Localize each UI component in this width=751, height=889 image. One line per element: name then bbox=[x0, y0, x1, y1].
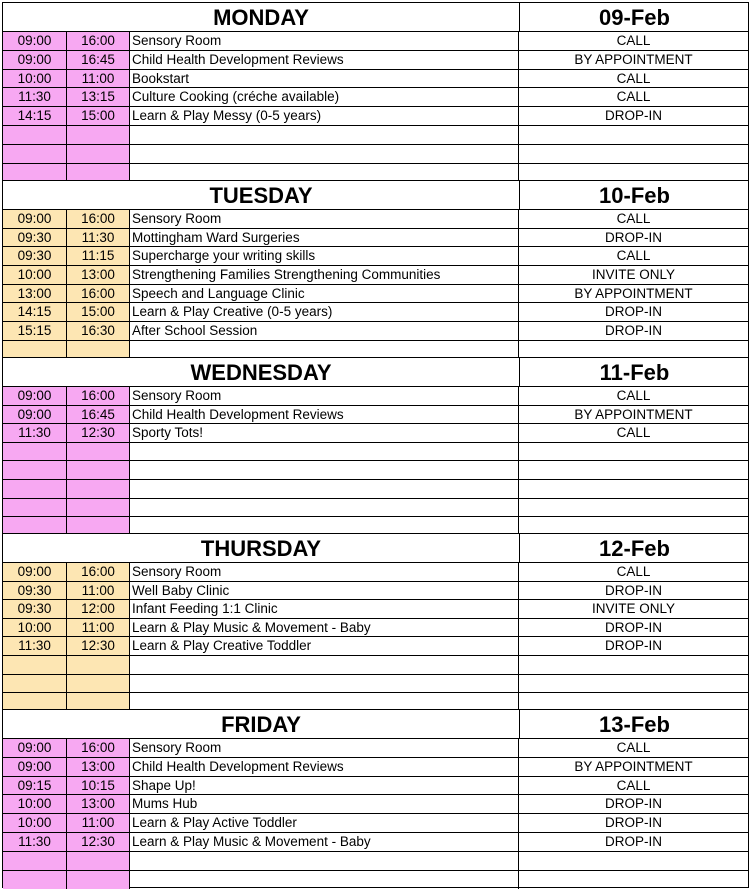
day-section-friday bbox=[2, 709, 749, 888]
booking-type-cell: CALL bbox=[616, 564, 651, 579]
end-time-cell bbox=[67, 675, 130, 693]
day-name: FRIDAY bbox=[221, 712, 301, 737]
activity-cell: Sensory Room bbox=[130, 210, 519, 228]
day-name: THURSDAY bbox=[200, 536, 322, 561]
booking-type-cell bbox=[519, 443, 748, 461]
end-time-cell: 12:30 bbox=[67, 637, 130, 655]
booking-type-cell: CALL bbox=[616, 211, 651, 226]
start-time-cell: 11:30 bbox=[3, 637, 67, 655]
start-time-cell: 10:00 bbox=[3, 70, 67, 88]
activity-cell: Learn & Play Active Toddler bbox=[130, 814, 519, 832]
booking-type-cell bbox=[519, 499, 748, 517]
start-time-cell: 15:15 bbox=[3, 322, 67, 340]
day-header bbox=[3, 3, 748, 32]
end-time-cell: 12:30 bbox=[67, 424, 130, 442]
day-header bbox=[3, 710, 748, 739]
activity-cell: Mottingham Ward Surgeries bbox=[130, 229, 519, 247]
day-name: TUESDAY bbox=[209, 183, 313, 208]
booking-type-cell: DROP-IN bbox=[605, 815, 662, 831]
end-time-cell: 16:00 bbox=[67, 32, 130, 50]
table-row bbox=[3, 461, 748, 480]
start-time-cell: 10:00 bbox=[3, 814, 67, 832]
start-time-cell bbox=[3, 145, 67, 163]
table-row bbox=[3, 247, 748, 266]
day-name: WEDNESDAY bbox=[190, 360, 332, 385]
activity-cell: Learn & Play Messy (0-5 years) bbox=[130, 107, 519, 125]
booking-type-cell: DROP-IN bbox=[605, 229, 662, 245]
end-time-cell: 16:00 bbox=[67, 285, 130, 303]
table-row bbox=[3, 852, 748, 871]
start-time-cell: 14:15 bbox=[3, 107, 67, 125]
table-row bbox=[3, 424, 748, 443]
activity-cell: Sensory Room bbox=[130, 387, 519, 405]
table-row bbox=[3, 563, 748, 582]
start-time-cell: 09:00 bbox=[3, 739, 67, 757]
day-header bbox=[3, 181, 748, 210]
activity-cell: Culture Cooking (créche available) bbox=[130, 88, 519, 106]
booking-type-cell: CALL bbox=[616, 425, 651, 441]
table-row bbox=[3, 739, 748, 758]
start-time-cell: 09:15 bbox=[3, 777, 67, 795]
booking-type-cell: DROP-IN bbox=[605, 833, 662, 849]
activity-cell: Strengthening Families Strengthening Communities bbox=[130, 266, 519, 284]
table-row bbox=[3, 637, 748, 656]
booking-type-cell: CALL bbox=[616, 740, 651, 755]
end-time-cell: 12:00 bbox=[67, 600, 130, 618]
end-time-cell bbox=[67, 461, 130, 479]
start-time-cell: 11:30 bbox=[3, 88, 67, 106]
start-time-cell bbox=[3, 480, 67, 498]
table-row bbox=[3, 814, 748, 833]
booking-type-cell: DROP-IN bbox=[605, 323, 662, 339]
table-row bbox=[3, 480, 748, 499]
table-row bbox=[3, 600, 748, 619]
end-time-cell: 11:00 bbox=[67, 582, 130, 600]
booking-type-cell: INVITE ONLY bbox=[591, 601, 676, 617]
table-row bbox=[3, 619, 748, 638]
end-time-cell: 16:00 bbox=[67, 387, 130, 405]
end-time-cell: 11:00 bbox=[67, 619, 130, 637]
day-section-wednesday bbox=[2, 357, 749, 534]
start-time-cell: 10:00 bbox=[3, 795, 67, 813]
start-time-cell: 09:30 bbox=[3, 247, 67, 265]
start-time-cell: 09:00 bbox=[3, 758, 67, 776]
end-time-cell: 13:00 bbox=[67, 795, 130, 813]
booking-type-cell bbox=[519, 461, 748, 479]
start-time-cell: 11:30 bbox=[3, 833, 67, 851]
activity-cell bbox=[130, 871, 519, 889]
table-row bbox=[3, 322, 748, 341]
end-time-cell: 16:45 bbox=[67, 406, 130, 424]
start-time-cell: 09:00 bbox=[3, 387, 67, 405]
table-row bbox=[3, 499, 748, 518]
end-time-cell: 10:15 bbox=[67, 777, 130, 795]
activity-cell: Child Health Development Reviews bbox=[130, 758, 519, 776]
end-time-cell: 16:30 bbox=[67, 322, 130, 340]
booking-type-cell: DROP-IN bbox=[605, 796, 662, 812]
table-row bbox=[3, 777, 748, 796]
start-time-cell bbox=[3, 871, 67, 889]
activity-cell: Mums Hub bbox=[130, 795, 519, 813]
table-row bbox=[3, 266, 748, 285]
activity-cell: Sporty Tots! bbox=[130, 424, 519, 442]
table-row bbox=[3, 758, 748, 777]
activity-cell: After School Session bbox=[130, 322, 519, 340]
start-time-cell: 11:30 bbox=[3, 424, 67, 442]
start-time-cell: 09:30 bbox=[3, 229, 67, 247]
day-header bbox=[3, 358, 748, 387]
end-time-cell: 13:15 bbox=[67, 88, 130, 106]
table-row bbox=[3, 126, 748, 145]
start-time-cell bbox=[3, 443, 67, 461]
booking-type-cell: BY APPOINTMENT bbox=[574, 51, 693, 67]
booking-type-cell bbox=[519, 480, 748, 498]
start-time-cell: 09:30 bbox=[3, 582, 67, 600]
day-date: 13-Feb bbox=[519, 710, 749, 738]
table-row bbox=[3, 656, 748, 675]
day-name: MONDAY bbox=[213, 5, 309, 30]
table-row bbox=[3, 32, 748, 51]
end-time-cell: 13:00 bbox=[67, 758, 130, 776]
activity-cell: Child Health Development Reviews bbox=[130, 51, 519, 69]
activity-cell bbox=[130, 675, 519, 693]
booking-type-cell: CALL bbox=[616, 777, 651, 793]
start-time-cell: 09:00 bbox=[3, 210, 67, 228]
activity-cell: Sensory Room bbox=[130, 563, 519, 581]
start-time-cell: 09:00 bbox=[3, 32, 67, 50]
booking-type-cell: DROP-IN bbox=[605, 638, 662, 654]
activity-cell: Learn & Play Music & Movement - Baby bbox=[130, 619, 519, 637]
day-section-monday bbox=[2, 2, 749, 182]
table-row bbox=[3, 145, 748, 164]
activity-cell: Learn & Play Music & Movement - Baby bbox=[130, 833, 519, 851]
booking-type-cell bbox=[519, 675, 748, 693]
table-row bbox=[3, 582, 748, 601]
table-row bbox=[3, 210, 748, 229]
booking-type-cell: DROP-IN bbox=[605, 304, 662, 320]
table-row bbox=[3, 871, 748, 889]
activity-cell bbox=[130, 852, 519, 870]
booking-type-cell bbox=[519, 871, 748, 889]
end-time-cell: 16:00 bbox=[67, 210, 130, 228]
booking-type-cell bbox=[519, 145, 748, 163]
activity-cell: Infant Feeding 1:1 Clinic bbox=[130, 600, 519, 618]
activity-cell: Supercharge your writing skills bbox=[130, 247, 519, 265]
end-time-cell: 16:00 bbox=[67, 739, 130, 757]
end-time-cell: 11:00 bbox=[67, 70, 130, 88]
day-date: 10-Feb bbox=[519, 181, 749, 209]
end-time-cell: 13:00 bbox=[67, 266, 130, 284]
activity-cell bbox=[130, 461, 519, 479]
end-time-cell: 12:30 bbox=[67, 833, 130, 851]
activity-cell: Learn & Play Creative Toddler bbox=[130, 637, 519, 655]
booking-type-cell: INVITE ONLY bbox=[591, 267, 676, 283]
booking-type-cell: BY APPOINTMENT bbox=[574, 285, 693, 301]
table-row bbox=[3, 285, 748, 304]
start-time-cell: 14:15 bbox=[3, 303, 67, 321]
table-row bbox=[3, 795, 748, 814]
end-time-cell: 16:00 bbox=[67, 563, 130, 581]
activity-cell: Well Baby Clinic bbox=[130, 582, 519, 600]
table-row bbox=[3, 833, 748, 852]
start-time-cell bbox=[3, 499, 67, 517]
day-section-tuesday bbox=[2, 180, 749, 358]
activity-cell: Shape Up! bbox=[130, 777, 519, 795]
table-row bbox=[3, 406, 748, 425]
booking-type-cell: CALL bbox=[616, 248, 651, 264]
end-time-cell bbox=[67, 871, 130, 889]
activity-cell: Speech and Language Clinic bbox=[130, 285, 519, 303]
end-time-cell: 11:30 bbox=[67, 229, 130, 247]
booking-type-cell: BY APPOINTMENT bbox=[574, 758, 693, 774]
table-row bbox=[3, 443, 748, 462]
booking-type-cell: CALL bbox=[616, 388, 651, 403]
start-time-cell bbox=[3, 656, 67, 674]
day-date: 11-Feb bbox=[519, 358, 749, 386]
activity-cell bbox=[130, 126, 519, 144]
table-row bbox=[3, 229, 748, 248]
booking-type-cell: CALL bbox=[616, 33, 651, 48]
activity-cell bbox=[130, 145, 519, 163]
booking-type-cell bbox=[519, 852, 748, 870]
start-time-cell bbox=[3, 852, 67, 870]
activity-cell bbox=[130, 499, 519, 517]
start-time-cell: 09:30 bbox=[3, 600, 67, 618]
day-date: 12-Feb bbox=[519, 534, 749, 562]
day-section-thursday bbox=[2, 533, 749, 710]
activity-cell bbox=[130, 480, 519, 498]
table-row bbox=[3, 107, 748, 126]
table-row bbox=[3, 675, 748, 694]
table-row bbox=[3, 303, 748, 322]
booking-type-cell: CALL bbox=[616, 89, 651, 105]
start-time-cell bbox=[3, 461, 67, 479]
booking-type-cell bbox=[519, 656, 748, 674]
booking-type-cell: DROP-IN bbox=[605, 108, 662, 124]
start-time-cell: 09:00 bbox=[3, 563, 67, 581]
start-time-cell: 10:00 bbox=[3, 266, 67, 284]
end-time-cell bbox=[67, 480, 130, 498]
activity-cell: Learn & Play Creative (0-5 years) bbox=[130, 303, 519, 321]
activity-cell bbox=[130, 656, 519, 674]
activity-cell: Bookstart bbox=[130, 70, 519, 88]
start-time-cell bbox=[3, 126, 67, 144]
end-time-cell: 11:00 bbox=[67, 814, 130, 832]
table-row bbox=[3, 70, 748, 89]
start-time-cell: 10:00 bbox=[3, 619, 67, 637]
table-row bbox=[3, 88, 748, 107]
day-header bbox=[3, 534, 748, 563]
end-time-cell bbox=[67, 499, 130, 517]
end-time-cell bbox=[67, 852, 130, 870]
activity-cell: Sensory Room bbox=[130, 32, 519, 50]
activity-cell bbox=[130, 443, 519, 461]
booking-type-cell bbox=[519, 126, 748, 144]
end-time-cell bbox=[67, 126, 130, 144]
activity-cell: Sensory Room bbox=[130, 739, 519, 757]
booking-type-cell: CALL bbox=[616, 70, 651, 86]
end-time-cell: 16:45 bbox=[67, 51, 130, 69]
end-time-cell: 15:00 bbox=[67, 107, 130, 125]
booking-type-cell: DROP-IN bbox=[605, 582, 662, 598]
booking-type-cell: BY APPOINTMENT bbox=[574, 406, 693, 422]
start-time-cell: 09:00 bbox=[3, 51, 67, 69]
day-date: 09-Feb bbox=[519, 3, 749, 31]
start-time-cell: 09:00 bbox=[3, 406, 67, 424]
end-time-cell bbox=[67, 656, 130, 674]
start-time-cell: 13:00 bbox=[3, 285, 67, 303]
activity-cell: Child Health Development Reviews bbox=[130, 406, 519, 424]
end-time-cell bbox=[67, 145, 130, 163]
end-time-cell: 11:15 bbox=[67, 247, 130, 265]
table-row bbox=[3, 51, 748, 70]
table-row bbox=[3, 387, 748, 406]
end-time-cell bbox=[67, 443, 130, 461]
end-time-cell: 15:00 bbox=[67, 303, 130, 321]
start-time-cell bbox=[3, 675, 67, 693]
booking-type-cell: DROP-IN bbox=[605, 619, 662, 635]
